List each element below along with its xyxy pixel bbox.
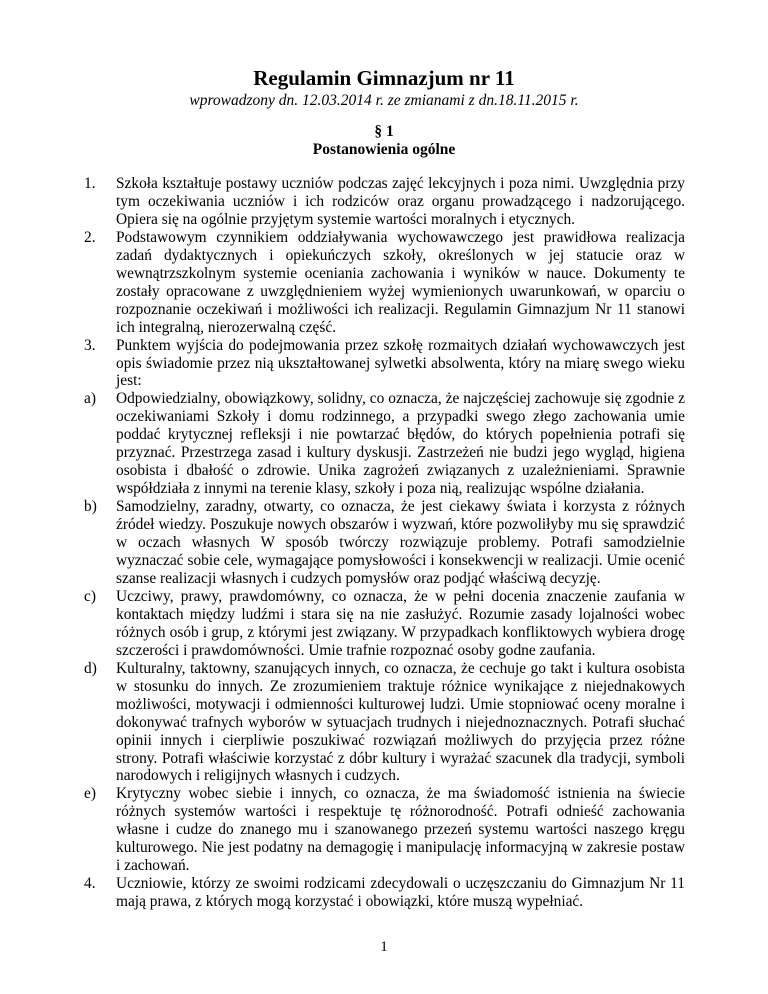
- list-item: [84, 337, 685, 391]
- list-item: [84, 390, 685, 498]
- document-title: Regulamin Gimnazjum nr 11: [253, 66, 515, 90]
- list-item: [84, 229, 685, 337]
- list-item-text: Szkoła kształtuje postawy uczniów podczas zajęć lekcyjnych i poza nimi. Uwzględnia przy tym oczekiwania uczniów i ich rodziców oraz organu prowadzącego i nadzorującego. Opiera się na ogólnie przyjętym systemie wartości moralnych i etycznych.: [116, 175, 685, 228]
- list-item-text: Krytyczny wobec siebie i innych, co oznacza, że ma świadomość istnienia na świecie różnych systemów wartości i respektuje tę różnorodność. Potrafi odnieść zachowania własne i cudze do znanego mu i szanowanego przezeń systemu wartości naszego kręgu kulturowego. Nie jest podatny na demagogię i manipulację informacyjną w zakresie postaw i zachowań.: [116, 785, 685, 875]
- list-item-text: Uczciwy, prawy, prawdomówny, co oznacza, że w pełni docenia znaczenie zaufania w kontaktach między ludźmi i stara się na nie zasłużyć. Rozumie zasady lojalności wobec różnych osób i grup, z którymi jest związany. W przypadkach konfliktowych wybiera drogę szczerości i prawdomówności. Umie trafnie rozpoznać osoby godne zaufania.: [116, 587, 685, 659]
- list-item-text: Samodzielny, zaradny, otwarty, co oznacza, że jest ciekawy świata i korzysta z różnych źródeł wiedzy. Poszukuje nowych obszarów i wyzwań, które pozwoliłyby mu się sprawdzić w oczach własnych W sposób twórczy rozwiązuje problemy. Potrafi samodzielnie wyznaczać sobie cele, wymagające pomysłowości i konsekwencji w realizacji. Umie ocenić szanse realizacji własnych i cudzych pomysłów oraz podjąć właściwą decyzję.: [116, 498, 685, 587]
- section-number: § 1: [374, 123, 394, 140]
- list-item-text: Punktem wyjścia do podejmowania przez szkołę rozmaitych działań wychowawczych jest opis świadomie przez nią ukształtowanej sylwetki absolwenta, który na miarę swego wieku jest:: [116, 336, 685, 390]
- regulation-list: [84, 175, 685, 911]
- list-item-marker: 4.: [84, 875, 96, 893]
- list-item-marker: 1.: [84, 175, 96, 192]
- list-item: [84, 175, 685, 229]
- document-subtitle: wprowadzony dn. 12.03.2014 r. ze zmianami z dn.18.11.2015 r.: [189, 92, 579, 109]
- list-item-marker: b): [84, 498, 97, 516]
- list-item: [84, 875, 685, 911]
- list-item: [84, 588, 685, 660]
- list-item-text: Uczniowie, którzy ze swoimi rodzicami zdecydowali o uczęszczaniu do Gimnazjum Nr 11 mają prawa, z których mogą korzystać i obowiązki, które muszą wypełniać.: [116, 875, 685, 911]
- list-item-marker: d): [84, 659, 97, 677]
- list-item: [84, 785, 685, 875]
- list-item: [84, 660, 685, 786]
- list-item: [84, 498, 685, 588]
- list-item-marker: 2.: [84, 228, 96, 246]
- list-item-text: Odpowiedzialny, obowiązkowy, solidny, co oznacza, że najczęściej zachowuje się zgodnie z oczekiwaniami Szkoły i domu rodzinnego, a przypadki swego złego zachowania umie poddać krytycznej refleksji i nie powtarzać błędów, do których popełnienia potrafi się przyznać. Przestrzega zasad i kultury dyskusji. Zastrzeżeń nie budzi jego wygląd, higiena osobista i dbałość o zdrowie. Unika zagrożeń związanych z uzależnieniami. Sprawnie współdziała z innymi na terenie klasy, szkoły i poza nią, realizując wspólne działania.: [116, 390, 685, 498]
- list-item-marker: a): [84, 390, 96, 408]
- page-number: 1: [380, 939, 388, 955]
- list-item-marker: 3.: [84, 336, 96, 354]
- list-item-text: Podstawowym czynnikiem oddziaływania wychowawczego jest prawidłowa realizacja zadań dydaktycznych i opiekuńczych szkoły, określonych w jej statucie oraz w wewnątrzszkolnym systemie oceniania zachowania i wyników w nauce. Dokumenty te zostały opracowane z uwzględnieniem wyżej wymienionych uwarunkowań, w oparciu o rozpoznanie oczekiwań i możliwości ich realizacji. Regulamin Gimnazjum Nr 11 stanowi ich integralną, nierozerwalną część.: [116, 228, 685, 336]
- list-item-text: Kulturalny, taktowny, szanujących innych, co oznacza, że cechuje go takt i kultura osobista w stosunku do innych. Ze zrozumieniem traktuje różnice wynikające z niejednakowych możliwości, motywacji i odmienności kulturowej ludzi. Umie stopniować oceny moralne i dokonywać trafnych wyborów w sytuacjach trudnych i niejednoznacznych. Potrafi słuchać opinii innych i cierpliwie poszukiwać rozwiązań możliwych do przyjęcia przez różne strony. Potrafi właściwie korzystać z dóbr kultury i wyrażać szacunek dla tradycji, symboli narodowych i religijnych własnych i cudzych.: [116, 659, 685, 785]
- list-item-marker: e): [84, 785, 96, 803]
- list-item-marker: c): [84, 587, 96, 605]
- section-title: Postanowienia ogólne: [312, 141, 456, 158]
